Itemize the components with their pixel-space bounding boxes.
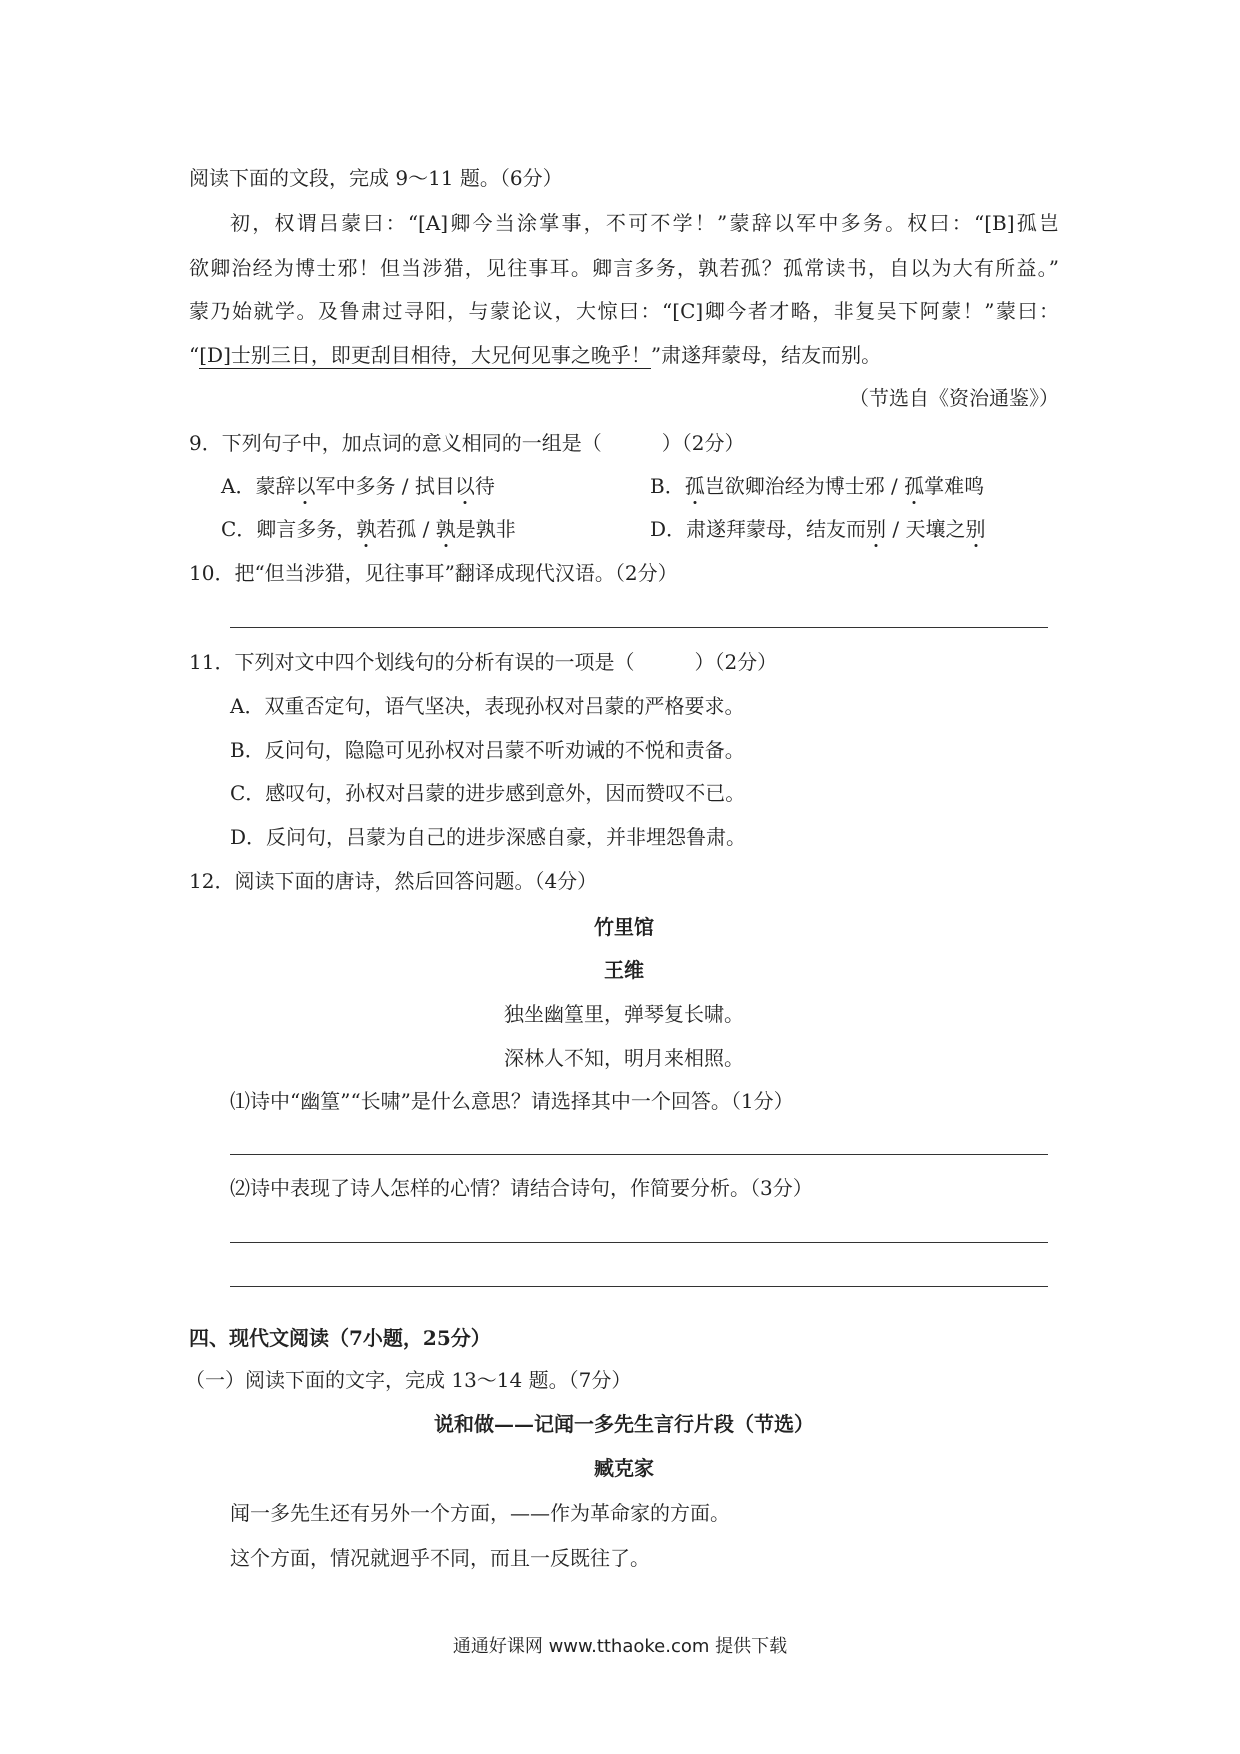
passage-line-1 <box>230 211 1059 235</box>
option-text: / 天壤之 <box>886 517 966 541</box>
passage-text: 但当涉猎，见往事耳。卿言多务，孰若孤？孤常读书，自以为大有所益。” <box>379 256 1059 280</box>
question-9-option-c <box>221 517 516 541</box>
underlined-sentence-b-start: [B]孤岂 <box>984 211 1059 235</box>
passage-text: 蒙乃始就学。及鲁肃过寻阳，与蒙论议，大惊曰：“ <box>189 299 673 323</box>
question-11-option-b: B．反问句，隐隐可见孙权对吕蒙不听劝诫的不悦和责备。 <box>230 738 745 762</box>
option-text: A．蒙辞 <box>221 474 296 498</box>
answer-line <box>230 1286 1048 1287</box>
page-footer: 通通好课网 www.tthaoke.com 提供下载 <box>452 1636 788 1657</box>
answer-line <box>230 1154 1048 1155</box>
dotted-word: 孤 <box>684 474 705 498</box>
dotted-word: 孰 <box>356 517 377 541</box>
reading-intro: 阅读下面的文段，完成 9～11 题。（6分） <box>189 166 563 190</box>
question-9-option-d <box>650 517 986 541</box>
dotted-word: 以 <box>454 474 475 498</box>
passage-text: ”蒙辞以军中多务。权曰：“ <box>717 211 985 235</box>
option-text: D．肃遂拜蒙母，结友而 <box>650 517 867 541</box>
passage-line-3 <box>189 299 1059 323</box>
question-12-stem: 12．阅读下面的唐诗，然后回答问题。（4分） <box>189 869 598 893</box>
section-heading: 四、现代文阅读（7小题，25分） <box>189 1326 491 1350</box>
question-9-option-a <box>221 474 495 498</box>
option-text: 是孰非 <box>455 517 516 541</box>
poem-line-1: 独坐幽篁里，弹琴复长啸。 <box>504 1002 744 1026</box>
poem-title: 竹里馆 <box>594 915 654 939</box>
underlined-sentence-b-end: 欲卿治经为博士邪！ <box>189 256 380 280</box>
passage-text: ”蒙曰： <box>984 299 1059 323</box>
essay-paragraph-2: 这个方面，情况就迥乎不同，而且一反既往了。 <box>230 1546 650 1570</box>
passage-source: （节选自《资治通鉴》） <box>849 386 1059 410</box>
passage-text: 初，权谓吕蒙曰：“ <box>230 211 419 235</box>
passage-line-2 <box>189 256 1059 280</box>
option-text: 待 <box>474 474 495 498</box>
dotted-word: 以 <box>295 474 316 498</box>
answer-line <box>230 1242 1048 1243</box>
question-12-sub-2: ⑵诗中表现了诗人怎样的心情？请结合诗句，作简要分析。（3分） <box>230 1176 813 1200</box>
question-11-option-a: A．双重否定句，语气坚决，表现孙权对吕蒙的严格要求。 <box>230 694 745 718</box>
underlined-sentence-d: [D]士别三日，即更刮目相待，大兄何见事之晚乎！ <box>199 343 651 367</box>
answer-line <box>230 627 1048 628</box>
question-9-option-b <box>650 474 984 498</box>
question-11-option-d: D．反问句，吕蒙为自己的进步深感自豪，并非埋怨鲁肃。 <box>230 825 747 849</box>
essay-paragraph-1: 闻一多先生还有另外一个方面，——作为革命家的方面。 <box>230 1501 730 1525</box>
question-10-stem: 10．把“但当涉猎，见往事耳”翻译成现代汉语。（2分） <box>189 561 678 585</box>
option-text: 军中多务 / 拭目 <box>315 474 455 498</box>
passage-text: ”肃遂拜蒙母，结友而别。 <box>650 343 882 367</box>
question-11-stem: 11．下列对文中四个划线句的分析有误的一项是（ ）（2分） <box>189 650 778 674</box>
dotted-word: 孤 <box>904 474 925 498</box>
option-text: 岂欲卿治经为博士邪 / <box>704 474 905 498</box>
option-text: B． <box>650 474 685 498</box>
question-9-stem: 9．下列句子中，加点词的意义相同的一组是（ ）（2分） <box>189 431 745 455</box>
question-11-option-c: C．感叹句，孙权对吕蒙的进步感到意外，因而赞叹不已。 <box>230 781 746 805</box>
dotted-word: 孰 <box>435 517 456 541</box>
passage-text: “ <box>189 343 200 367</box>
dotted-word: 别 <box>965 517 986 541</box>
poem-author: 王维 <box>604 958 644 982</box>
option-text: 掌难鸣 <box>924 474 985 498</box>
essay-title: 说和做——记闻一多先生言行片段（节选） <box>434 1412 814 1436</box>
underlined-sentence-a: [A]卿今当涂掌事，不可不学！ <box>418 211 718 235</box>
passage-line-4 <box>189 343 881 367</box>
question-12-sub-1: ⑴诗中“幽篁”“长啸”是什么意思？请选择其中一个回答。（1分） <box>230 1089 794 1113</box>
option-text: 若孤 / <box>376 517 436 541</box>
essay-author: 臧克家 <box>594 1456 654 1480</box>
option-text: C．卿言多务， <box>221 517 357 541</box>
dotted-word: 别 <box>866 517 887 541</box>
part-intro: （一）阅读下面的文字，完成 13～14 题。（7分） <box>185 1368 632 1392</box>
poem-line-2: 深林人不知，明月来相照。 <box>504 1046 744 1070</box>
underlined-sentence-c: [C]卿今者才略，非复吴下阿蒙！ <box>672 299 985 323</box>
